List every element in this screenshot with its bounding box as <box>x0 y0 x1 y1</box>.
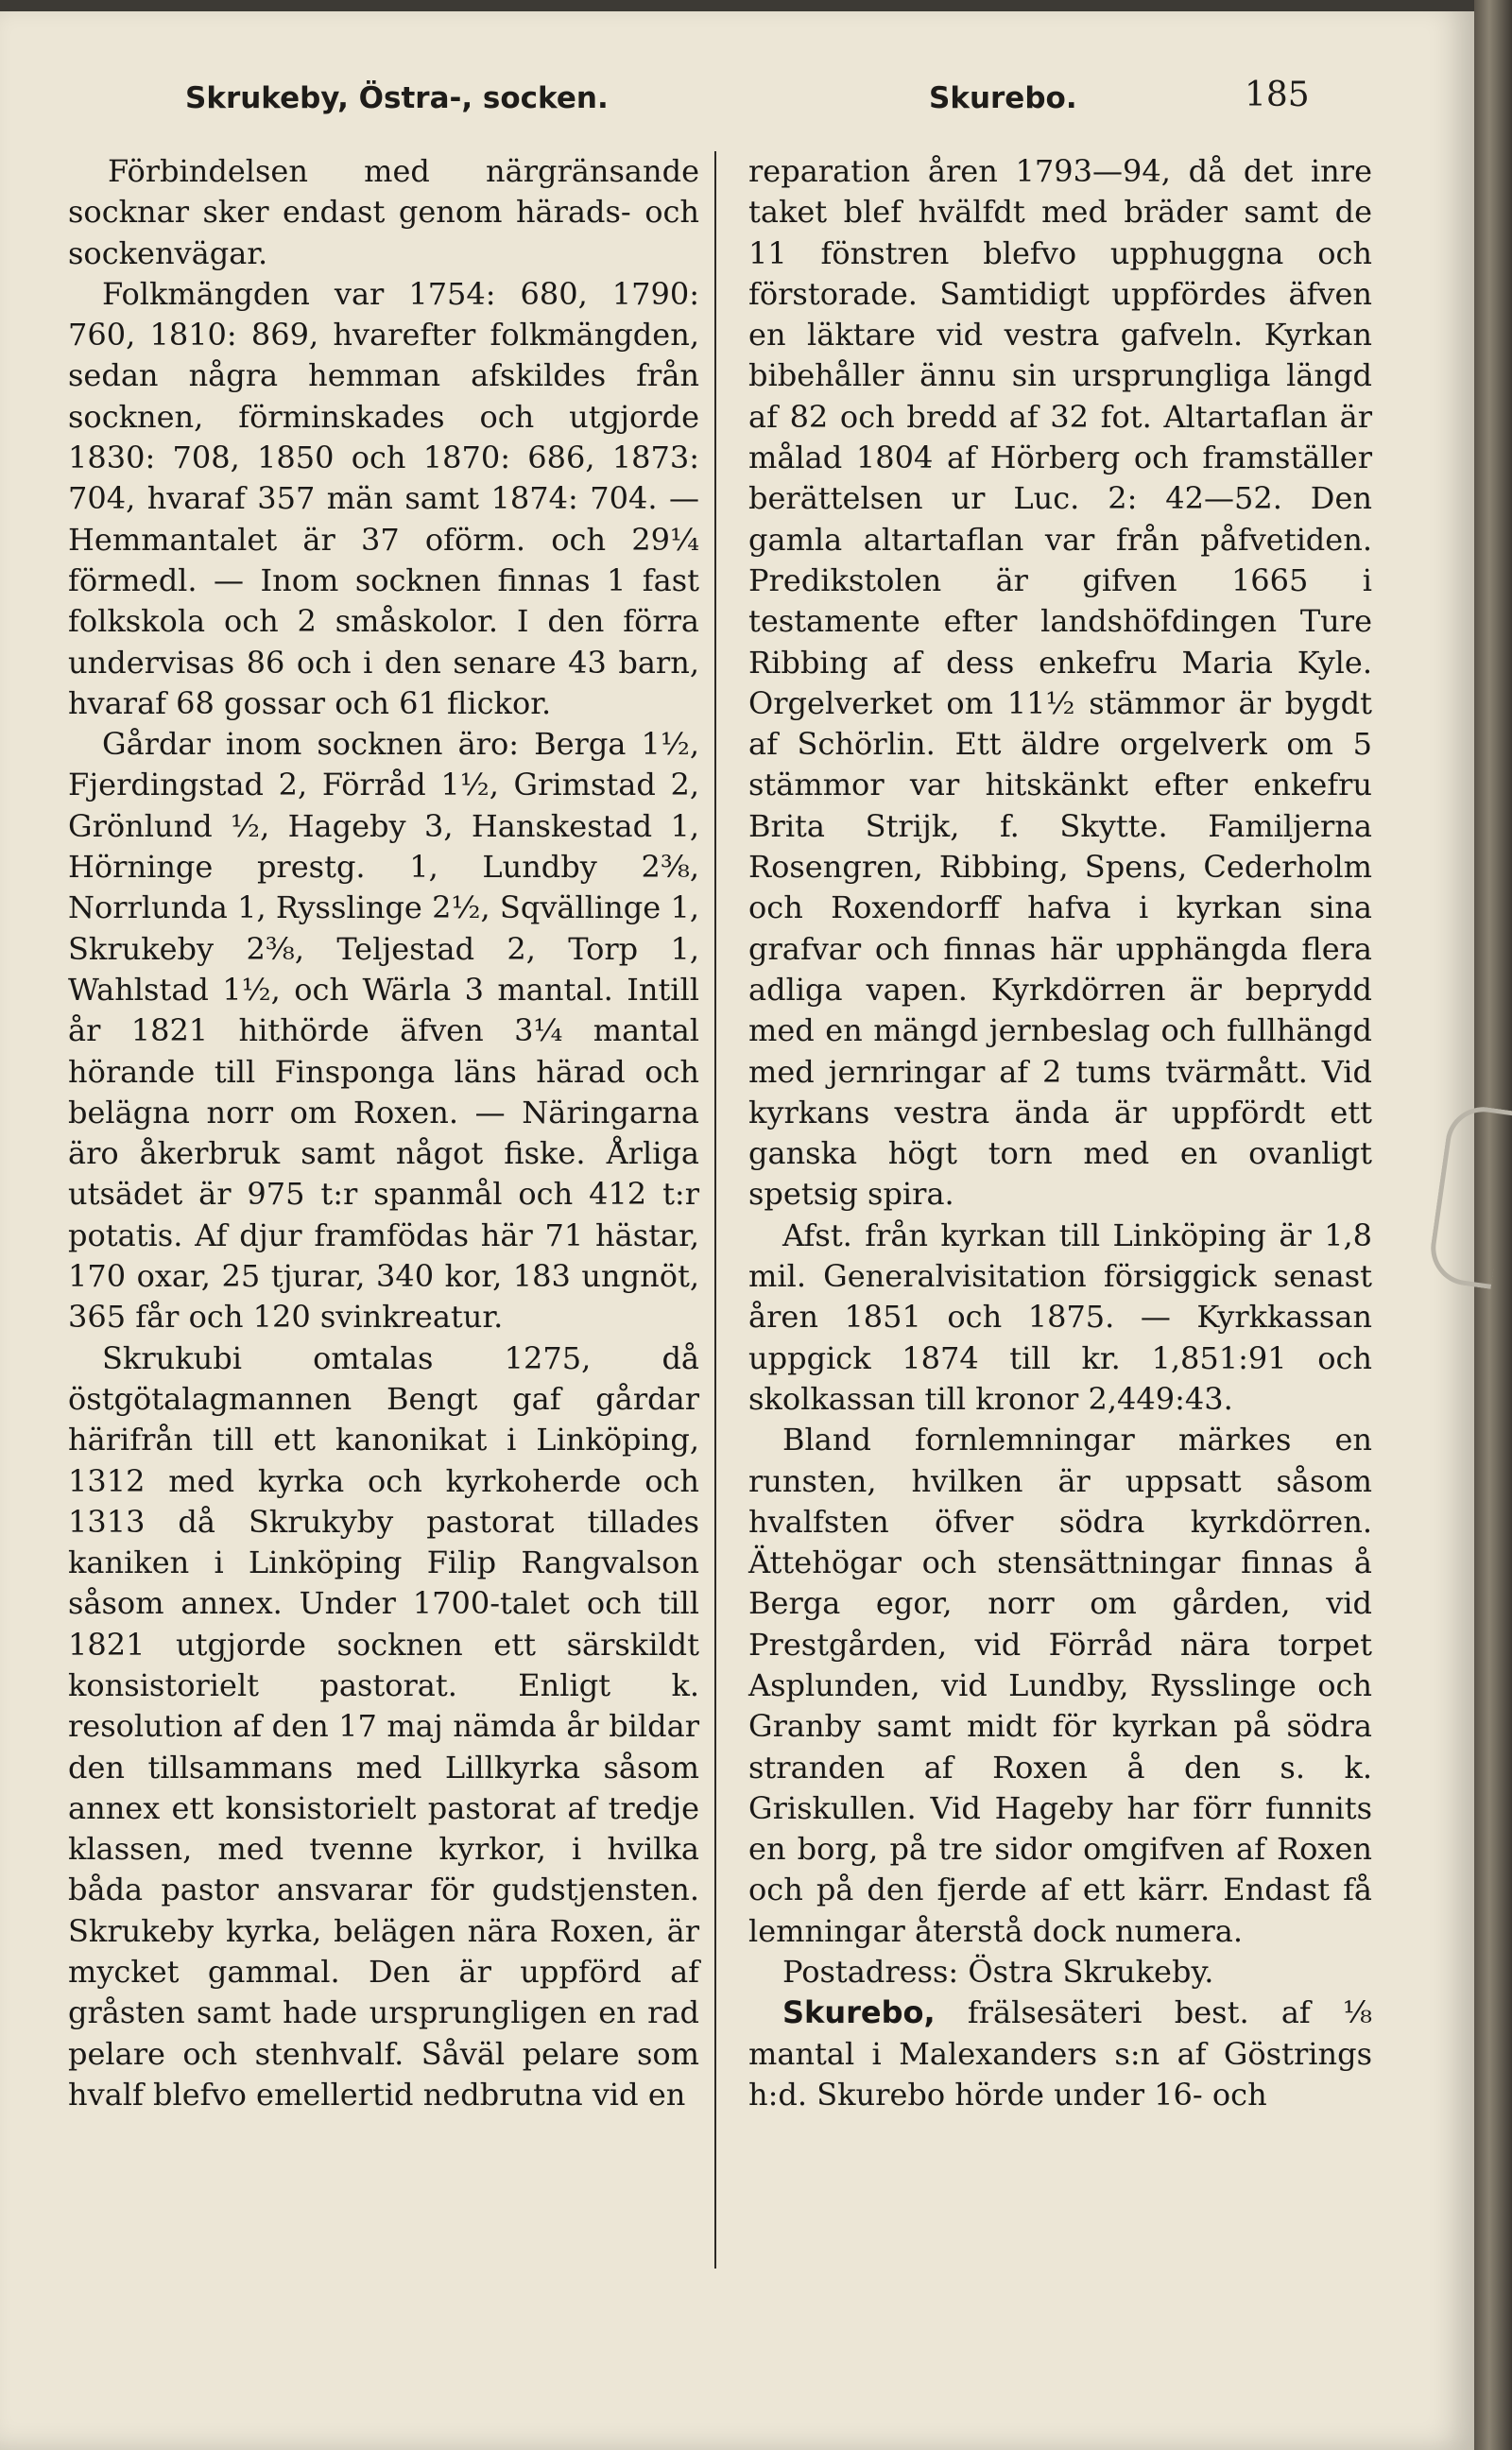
paragraph: Postadress: Östra Skrukeby. <box>782 1954 1214 1991</box>
column-divider <box>714 151 716 2269</box>
page-number: 185 <box>1245 76 1310 114</box>
paragraph: Folkmängden var 1754: 680, 1790: 760, 1810: 869, hvarefter folkmängden, sedan några hemman afskildes från socknen, förminskades och utgjorde 1830: 708, 1850 och 1870: 686, 1873: 704, hvaraf 357 män samt 1874: 704. — Hemmantalet är 37 oförm. och 29¼ förmedl. — Inom socknen finnas 1 fast folkskola och 2 småskolor. I den förra undervisas 86 och i den senare 43 barn, hvaraf 68 gossar och 61 flickor. <box>68 275 699 721</box>
entry-headword: Skurebo, <box>782 1994 936 2031</box>
right-column <box>748 151 1372 2115</box>
top-edge <box>0 0 1474 11</box>
paragraph: Gårdar inom socknen äro: Berga 1½, Fjerdingstad 2, Förråd 1½, Grimstad 2, Grönlund ½, Hageby 3, Hanskestad 1, Hörninge prestg. 1, Lundby 2⅜, Norrlunda 1, Rysslinge 2½, Sqvällinge 1, Skrukeby 2⅜, Teljestad 2, Torp 1, Wahlstad 1½, och Wärla 3 mantal. Intill år 1821 hithörde äfven 3¼ mantal hörande till Finsponga läns härad och belägna norr om Roxen. — Näringarna äro åkerbruk samt något fiske. Årliga utsädet är 975 t:r spanmål och 412 t:r potatis. Af djur framfödas här 71 hästar, 170 oxar, 25 tjurar, 340 kor, 183 ungnöt, 365 får och 120 svinkreatur. <box>68 726 699 1336</box>
header-right: Skurebo. <box>929 81 1077 115</box>
paragraph: Förbindelsen med närgränsande socknar sker endast genom härads- och sockenvägar. <box>68 153 699 271</box>
header-left: Skrukeby, Östra-, socken. <box>185 81 609 115</box>
skurebo-entry <box>748 1993 1372 2115</box>
running-head <box>0 76 1474 129</box>
paragraph: Bland fornlemningar märkes en runsten, hvilken är uppsatt såsom hvalfsten öfver södra kyrkdörren. Ättehögar och stensättningar finnas å Berga egor, norr om gården, vid Prestgården, vid Förråd nära torpet Asplunden, vid Lundby, Rysslinge och Granby samt midt för kyrkan på södra stranden af Roxen å den s. k. Griskullen. Vid Hageby har förr funnits en borg, på tre sidor omgifven af Roxen och på den fjerde af ett kärr. Endast få lemningar återstå dock numera. <box>748 1422 1372 1949</box>
entry-text: frälsesäteri best. af ⅛ mantal i Malexanders s:n af Göstrings h:d. Skurebo hörde under 16- och <box>748 1994 1372 2113</box>
paragraph: Skrukubi omtalas 1275, då östgötalagmannen Bengt gaf gårdar härifrån till ett kanonikat i Linköping, 1312 med kyrka och kyrkoherde och 1313 då Skrukyby pastorat tillades kaniken i Linköping Filip Rangvalson såsom annex. Under 1700-talet och till 1821 utgjorde socknen ett särskildt konsistorielt pastorat. Enligt k. resolution af den 17 maj nämda år bildar den tillsammans med Lillkyrka såsom annex ett konsistorielt pastorat af tredje klassen, med tvenne kyrkor, i hvilka båda pastor ansvarar för gudstjensten. Skrukeby kyrka, belägen nära Roxen, är mycket gammal. Den är uppförd af gråsten samt hade ursprungligen en rad pelare och stenhvalf. Såväl pelare som hvalf blefvo emellertid nedbrutna vid en <box>68 1339 699 2113</box>
left-column <box>68 151 699 2115</box>
paragraph: Afst. från kyrkan till Linköping är 1,8 mil. Generalvisitation försiggick senast åren 1851 och 1875. — Kyrkkassan uppgick 1874 till kr. 1,851:91 och skolkassan till kronor 2,449:43. <box>748 1216 1372 1417</box>
paragraph: reparation åren 1793—94, då det inre taket blef hvälfdt med bräder samt de 11 fönstren blefvo upphuggna och förstorade. Samtidigt uppfördes äfven en läktare vid vestra gafveln. Kyrkan bibehåller ännu sin ursprungliga längd af 82 och bredd af 32 fot. Altartaflan är målad 1804 af Hörberg och framställer berättelsen ur Luc. 2: 42—52. Den gamla altartaflan var från påfvetiden. Predikstolen är gifven 1665 i testamente efter landshöfdingen Ture Ribbing af dess enkefru Maria Kyle. Orgelverket om 11½ stämmor är bygdt af Schörlin. Ett äldre orgelverk om 5 stämmor var hitskänkt efter enkefru Brita Strijk, f. Skytte. Familjerna Rosengren, Ribbing, Spens, Cederholm och Roxendorff hafva i kyrkan sina grafvar och finnas här upphängda flera adliga vapen. Kyrkdörren är beprydd med en mängd jernbeslag och fullhängd med jernringar af 2 tums tvärmått. Vid kyrkans vestra ända är uppfördt ett ganska högt torn med en ovanligt spetsig spira. <box>748 153 1372 1213</box>
